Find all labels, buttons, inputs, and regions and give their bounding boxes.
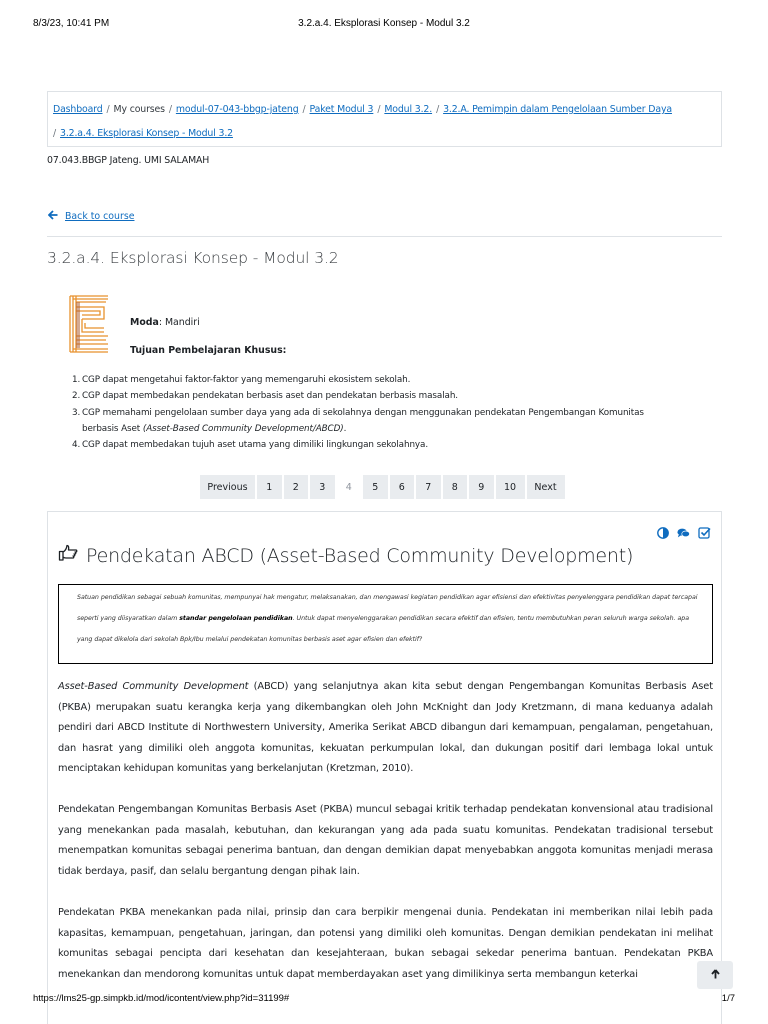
moda-text [130,317,200,328]
page-4-current: 4 [336,474,363,500]
back-to-course-link[interactable]: Back to course [65,211,135,222]
page-10-button[interactable]: 10 [495,474,526,500]
breadcrumb-line-2 [53,122,717,146]
page-2-button[interactable]: 2 [283,474,310,500]
paragraph-1: Asset-Based Community Development (ABCD) yang selanjutnya akan kita sebut dengan Pengembangan Komunitas Berbasis Aset (PKBA) merupakan suatu kerangka kerja yang dikembangkan oleh John McKnight dan Jody Kretzmann, di mana keduanya adalah pendiri dari ABCD Institute di Northwestern University, Amerika Serikat ABCD dibangun dari kemampuan, pengalaman, pengetahuan, dan hasrat yang dimiliki oleh anggota komunitas, kekuatan perkumpulan lokal, dan dukungan positif dari lembaga lokal untuk menciptakan kehidupan komunitas yang berkelanjutan (Kretzman, 2010). [58,681,713,774]
moda-label: Moda [130,317,159,328]
page-6-button[interactable]: 6 [389,474,416,500]
previous-button[interactable]: Previous [199,474,256,500]
breadcrumb-separator: / [436,104,440,115]
back-to-course[interactable] [48,210,134,223]
page-9-button[interactable]: 9 [468,474,495,500]
course-name: 07.043.BBGP Jateng. UMI SALAMAH [47,155,210,166]
breadcrumb-item-course[interactable]: modul-07-043-bbgp-jateng [175,104,299,115]
page-7-button[interactable]: 7 [415,474,442,500]
contrast-icon[interactable] [656,526,669,539]
breadcrumb-item-paket-modul[interactable]: Paket Modul 3 [309,104,374,115]
reflection-box: Satuan pendidikan sebagai sebuah komunitas, mempunyai hak mengatur, melaksanakan, dan mengawasi kegiatan pendidikan agar efisiensi dan efektivitas penyelenggara pendidikan dapat tercapai seperti yang diisyaratkan dalam standar pengelolaan pendidikan. Untuk dapat menyelenggarakan pendidikan secara efektif dan efisien, tentu membutuhkan peran seluruh warga sekolah. apa yang dapat dikelola dari sekolah Bpk/Ibu melalui pendekatan komunitas berbasis aset agar efisien dan efektif? [58,584,713,664]
page-3-button[interactable]: 3 [309,474,336,500]
print-date: 8/3/23, 10:41 PM [33,18,110,29]
page-title: 3.2.a.4. Eksplorasi Konsep - Modul 3.2 [47,249,339,267]
breadcrumb-item-section[interactable]: 3.2.A. Pemimpin dalam Pengelolaan Sumber Daya [443,104,672,115]
content-title-text: Pendekatan ABCD (Asset-Based Community Development) [86,544,634,567]
objectives-heading: Tujuan Pembelajaran Khusus: [130,345,287,356]
breadcrumb [47,91,722,147]
arrow-left-icon [48,210,58,223]
print-title: 3.2.a.4. Eksplorasi Konsep - Modul 3.2 [298,18,470,29]
print-header [33,18,735,32]
divider [47,236,722,237]
print-footer [33,993,735,1007]
breadcrumb-separator: / [168,104,172,115]
content-title [58,544,633,567]
check-square-icon[interactable] [698,526,711,539]
breadcrumb-separator: / [302,104,306,115]
pagination [199,474,566,500]
scroll-to-top-button[interactable] [697,961,733,989]
breadcrumb-item-current[interactable]: 3.2.a.4. Eksplorasi Konsep - Modul 3.2 [60,128,233,139]
print-url: https://lms25-gp.simpkb.id/mod/icontent/view.php?id=31199# [33,993,290,1004]
comments-icon[interactable] [677,526,690,539]
next-button[interactable]: Next [526,474,566,500]
breadcrumb-separator: / [377,104,381,115]
moda-value: : Mandiri [158,317,200,328]
breadcrumb-separator: / [53,128,57,139]
page-8-button[interactable]: 8 [442,474,469,500]
breadcrumb-item-my-courses: My courses [113,104,165,115]
list-item: 3. CGP memahami pengelolaan sumber daya yang ada di sekolahnya dengan menggunakan pendekatan Pengembangan Komunitas berbasis Aset (Asset-Based Community Development/ABCD). [72,407,644,434]
list-item: 1. CGP dapat mengetahui faktor-faktor yang memengaruhi ekosistem sekolah. [72,375,411,385]
breadcrumb-separator: / [106,104,110,115]
page-5-button[interactable]: 5 [362,474,389,500]
module-logo-icon [68,294,110,354]
objectives-list [72,372,712,453]
hand-pointing-right-icon [58,544,78,567]
breadcrumb-item-modul[interactable]: Modul 3.2. [384,104,433,115]
print-page-number: 1/7 [721,993,735,1004]
breadcrumb-line-1 [53,98,717,122]
page-1-button[interactable]: 1 [256,474,283,500]
breadcrumb-item-dashboard[interactable]: Dashboard [53,104,103,115]
content-tools [656,526,711,539]
arrow-up-icon [711,969,720,982]
list-item: 2. CGP dapat membedakan pendekatan berbasis aset dan pendekatan berbasis masalah. [72,391,459,402]
paragraph-2: Pendekatan Pengembangan Komunitas Berbasis Aset (PKBA) muncul sebagai kritik terhadap pendekatan konvensional atau tradisional yang menekankan pada masalah, kebutuhan, dan kekurangan yang ada pada suatu komunitas. Pendekatan tradisional tersebut menempatkan komunitas sebagai penerima bantuan, dan dengan demikian dapat menyebabkan anggota komunitas menjadi merasa tidak berdaya, pasif, dan selalu bergantung dengan pihak lain. [58,804,713,877]
list-item: 4. CGP dapat membedakan tujuh aset utama yang dimiliki lingkungan sekolahnya. [72,440,429,451]
paragraph-3: Pendekatan PKBA menekankan pada nilai, prinsip dan cara berpikir mengenai dunia. Pendekatan ini memberikan nilai lebih pada kapasitas, kemampuan, pengetahuan, jaringan, dan potensi yang dimiliki oleh komunitas. Dengan demikian pendekatan ini melihat komunitas sebagai pencipta dari kesehatan dan kesejahteraan, bukan sebagai sekedar penerima bantuan. Pendekatan PKBA menekankan dan mendorong komunitas untuk dapat memberdayakan aset yang dimilikinya serta membangun keterkai [58,907,713,980]
content-card [47,511,722,1024]
